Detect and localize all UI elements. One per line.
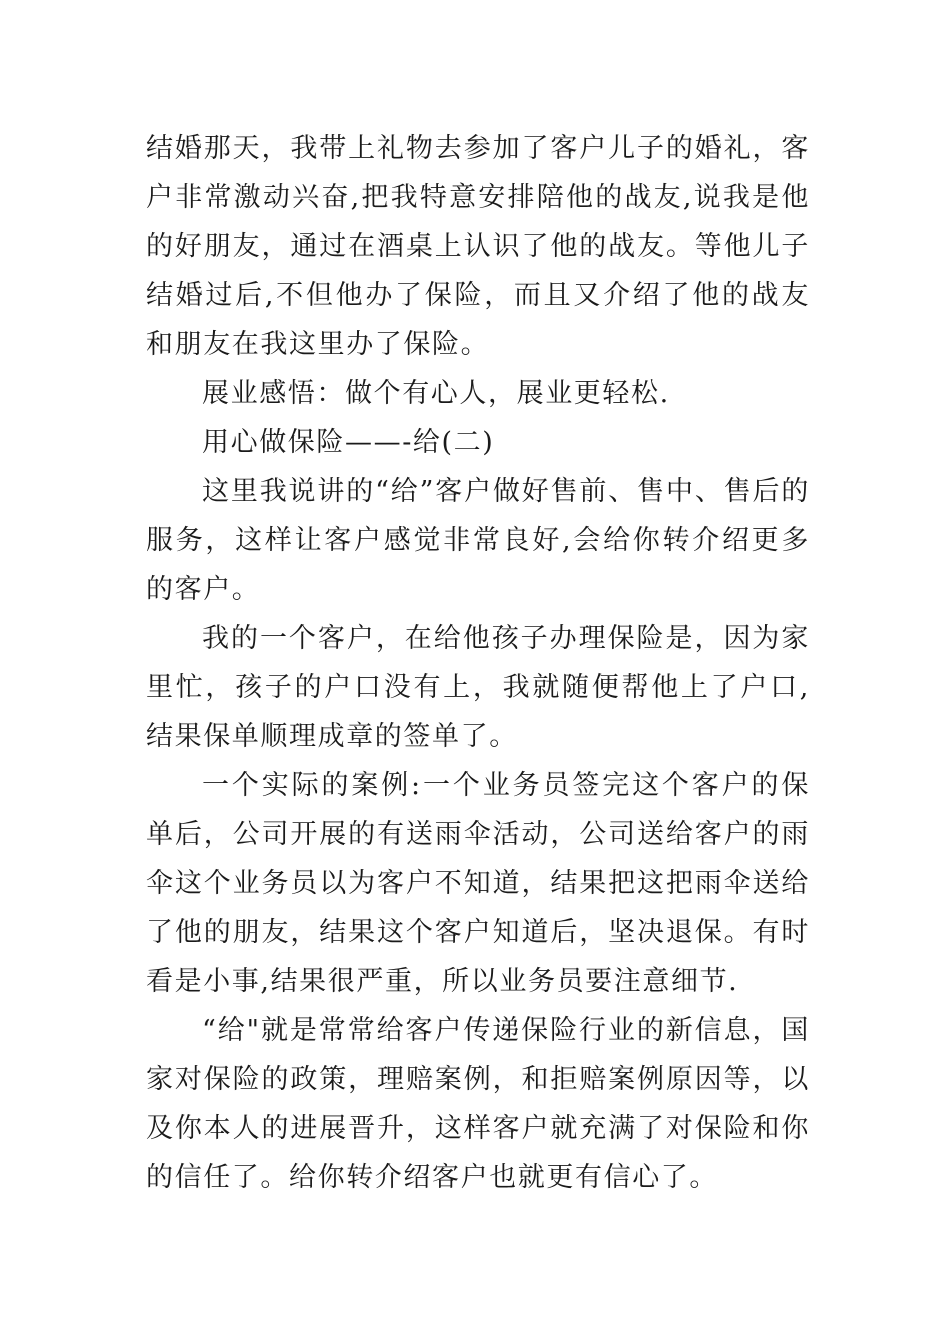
paragraph-umbrella-case: 一个实际的案例:一个业务员签完这个客户的保单后，公司开展的有送雨伞活动，公司送给客户的雨伞这个业务员以为客户不知道，结果把这把雨伞送给了他的朋友，结果这个客户知道后，坚决退保。有时看是小事,结果很严重，所以业务员要注意细节. [146,770,810,997]
paragraph-give-intro: 这里我说讲的“给”客户做好售前、售中、售后的服务，这样让客户感觉非常良好,会给你转介绍更多的客户。 [146,476,810,605]
paragraph-insight: 展业感悟：做个有心人，展业更轻松. [202,378,670,409]
section-heading: 用心做保险——-给(二) [202,427,495,458]
paragraph-give-meaning: “给"就是常常给客户传递保险行业的新信息，国家对保险的政策，理赔案例，和拒赔案例原因等，以及你本人的进展晋升，这样客户就充满了对保险和你的信任了。给你转介绍客户也就更有信心了。 [146,1015,810,1193]
paragraph-wedding-story: 结婚那天，我带上礼物去参加了客户儿子的婚礼，客户非常激动兴奋,把我特意安排陪他的战友,说我是他的好朋友，通过在酒桌上认识了他的战友。等他儿子结婚过后,不但他办了保险，而且又介绍了他的战友和朋友在我这里办了保险。 [146,133,810,360]
paragraph-hukou-story: 我的一个客户，在给他孩子办理保险是，因为家里忙，孩子的户口没有上，我就随便帮他上了户口,结果保单顺理成章的签单了。 [146,623,810,752]
document-body [146,124,810,1202]
